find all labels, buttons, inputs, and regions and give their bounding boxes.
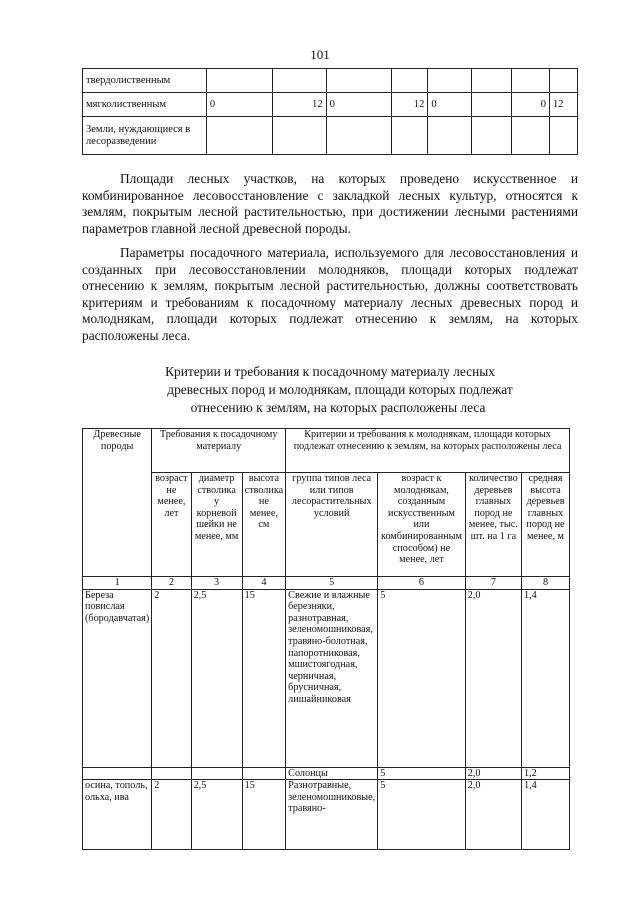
table-cell [392,117,428,155]
header-average-height: средняя высота деревьев главных пород не менее, м [522,473,570,577]
table-row [83,780,570,850]
table-cell [512,69,550,93]
young-age-cell: 5 [378,589,466,767]
age-cell: 2 [152,780,191,850]
age-cell: 2 [152,589,191,767]
species-cell: осина, тополь, ольха, ива [83,780,152,850]
table-cell [428,117,472,155]
average-height-cell: 1,4 [522,589,570,767]
table-cell: 12 [549,93,577,117]
table-cell [392,69,428,93]
header-tree-count: количество деревьев главных пород не менее, тыс. шт. на 1 га [465,473,521,577]
tree-count-cell: 2,0 [465,767,521,780]
table-row [83,93,578,117]
header-species: Древесные породы [83,429,152,577]
table-header-row [83,473,570,577]
header-forest-type-group: группа типов леса или типов лесорастительных условий [286,473,378,577]
column-number: 1 [83,577,152,590]
table-cell: 0 [512,93,550,117]
young-age-cell: 5 [378,780,466,850]
age-cell [152,767,191,780]
forest-type-cell: Свежие и влажные березняки, разнотравная, зеленомошниковая, травяно-болотная, папоротниковая, мшистоягодная, черничная, брусничная, лишайниковая [286,589,378,767]
column-number-row [83,577,570,590]
table-cell [206,69,272,93]
table-cell [549,117,577,155]
column-number: 4 [242,577,286,590]
height-cell: 15 [242,589,286,767]
table-cell: 0 [326,93,392,117]
table-row [83,767,570,780]
row-label: твердолиственным [83,69,207,93]
forest-type-cell: Разнотравные, зеленомошниковые, травяно- [286,780,378,850]
height-cell: 15 [242,780,286,850]
diameter-cell: 2,5 [191,589,242,767]
column-number: 2 [152,577,191,590]
species-cell [83,767,152,780]
average-height-cell: 1,2 [522,767,570,780]
species-cell: Береза повислая (бородавчатая) [83,589,152,767]
row-label: мягколиственным [83,93,207,117]
column-number: 6 [378,577,466,590]
table-row [83,117,578,155]
table-cell [428,69,472,93]
paragraph-2 [82,245,578,344]
table-header-row [83,429,570,473]
diameter-cell: 2,5 [191,780,242,850]
table-cell [272,69,326,93]
table-cell: 0 [206,93,272,117]
header-diameter: диаметр стволика у корневой шейки не менее, мм [191,473,242,577]
table-cell [549,69,577,93]
header-planting-material: Требования к посадочному материалу [152,429,286,473]
tree-count-cell: 2,0 [465,780,521,850]
table-cell [472,93,512,117]
diameter-cell [191,767,242,780]
paragraph-text: Площади лесных участков, на которых проведено искусственное и комбинированное лесовосстановление с закладкой лесных культур, относятся к землям, покрытым лесной растительностью, при достижении лесными растениями параметров главной лесной древесной породы. [82,171,578,236]
top-table [82,68,578,155]
criteria-table [82,428,570,850]
table-cell [512,117,550,155]
height-cell [242,767,286,780]
section-heading-line-2: древесных пород и молоднякам, площади которых подлежат [167,382,513,397]
column-number: 5 [286,577,378,590]
table-cell [472,117,512,155]
header-age: возраст не менее, лет [152,473,191,577]
section-heading-line-1: Критерии и требования к посадочному материалу лесных [165,364,495,379]
table-cell: 12 [272,93,326,117]
table-cell [326,69,392,93]
table-cell [272,117,326,155]
page-number: 101 [310,47,330,62]
young-age-cell: 5 [378,767,466,780]
row-label: Земли, нуждающиеся в лесоразведении [83,117,207,155]
table-row [83,589,570,767]
forest-type-cell: Солонцы [286,767,378,780]
column-number: 7 [465,577,521,590]
header-young-stands: Критерии и требования к молоднякам, площади которых подлежат отнесению к землям, на которых расположены леса [286,429,570,473]
paragraph-1 [82,171,578,237]
table-row [83,69,578,93]
table-cell: 0 [428,93,472,117]
column-number: 3 [191,577,242,590]
header-height: высота стволика не менее, см [242,473,286,577]
section-heading-line-3: отнесению к землям, на которых расположены леса [190,400,486,415]
table-cell [472,69,512,93]
average-height-cell: 1,4 [522,780,570,850]
table-cell [326,117,392,155]
table-cell [206,117,272,155]
paragraph-text: Параметры посадочного материала, используемого для лесовосстановления и созданных при лесовосстановлении молодняков, площади которых подлежат отнесению к землям, покрытым лесной растительностью, должны соответствовать критериям и требованиям к посадочному материалу лесных древесных пород и молоднякам, площади которых подлежат отнесению к землям, на которых расположены леса. [82,245,578,343]
header-young-age: возраст к молоднякам, созданным искусственным или комбинированным способом) не менее, лет [378,473,466,577]
table-cell: 12 [392,93,428,117]
tree-count-cell: 2,0 [465,589,521,767]
column-number: 8 [522,577,570,590]
